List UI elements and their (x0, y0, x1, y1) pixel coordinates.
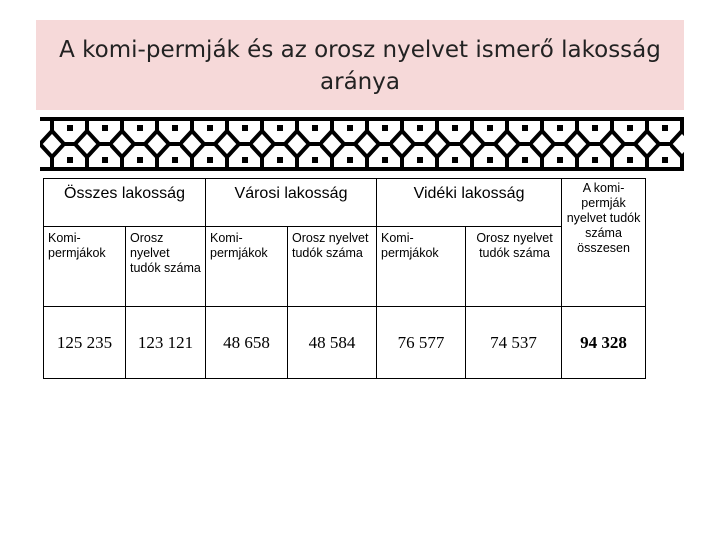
total-header: A komi-permják nyelvet tudók száma összesen (562, 179, 646, 307)
value-osszes-komi: 125 235 (44, 307, 126, 379)
population-table (43, 178, 646, 379)
value-videki-komi: 76 577 (377, 307, 466, 379)
subheader-varosi-orosz: Orosz nyelvet tudók száma (288, 227, 377, 307)
page-title: A komi-permják és az orosz nyelvet ismerő lakosság aránya (59, 37, 661, 95)
value-videki-orosz: 74 537 (466, 307, 562, 379)
subheader-osszes-komi: Komi-permjákok (44, 227, 126, 307)
value-osszesen: 94 328 (562, 307, 646, 379)
subheader-videki-komi: Komi-permjákok (377, 227, 466, 307)
group-header-varosi: Városi lakosság (206, 179, 377, 227)
value-varosi-komi: 48 658 (206, 307, 288, 379)
ornament-border (40, 113, 684, 176)
subheader-videki-orosz: Orosz nyelvet tudók száma (466, 227, 562, 307)
value-varosi-orosz: 48 584 (288, 307, 377, 379)
group-header-videki: Vidéki lakosság (377, 179, 562, 227)
subheader-osszes-orosz: Orosz nyelvet tudók száma (126, 227, 206, 307)
subheader-varosi-komi: Komi-permjákok (206, 227, 288, 307)
group-header-osszes: Összes lakosság (44, 179, 206, 227)
value-osszes-orosz: 123 121 (126, 307, 206, 379)
